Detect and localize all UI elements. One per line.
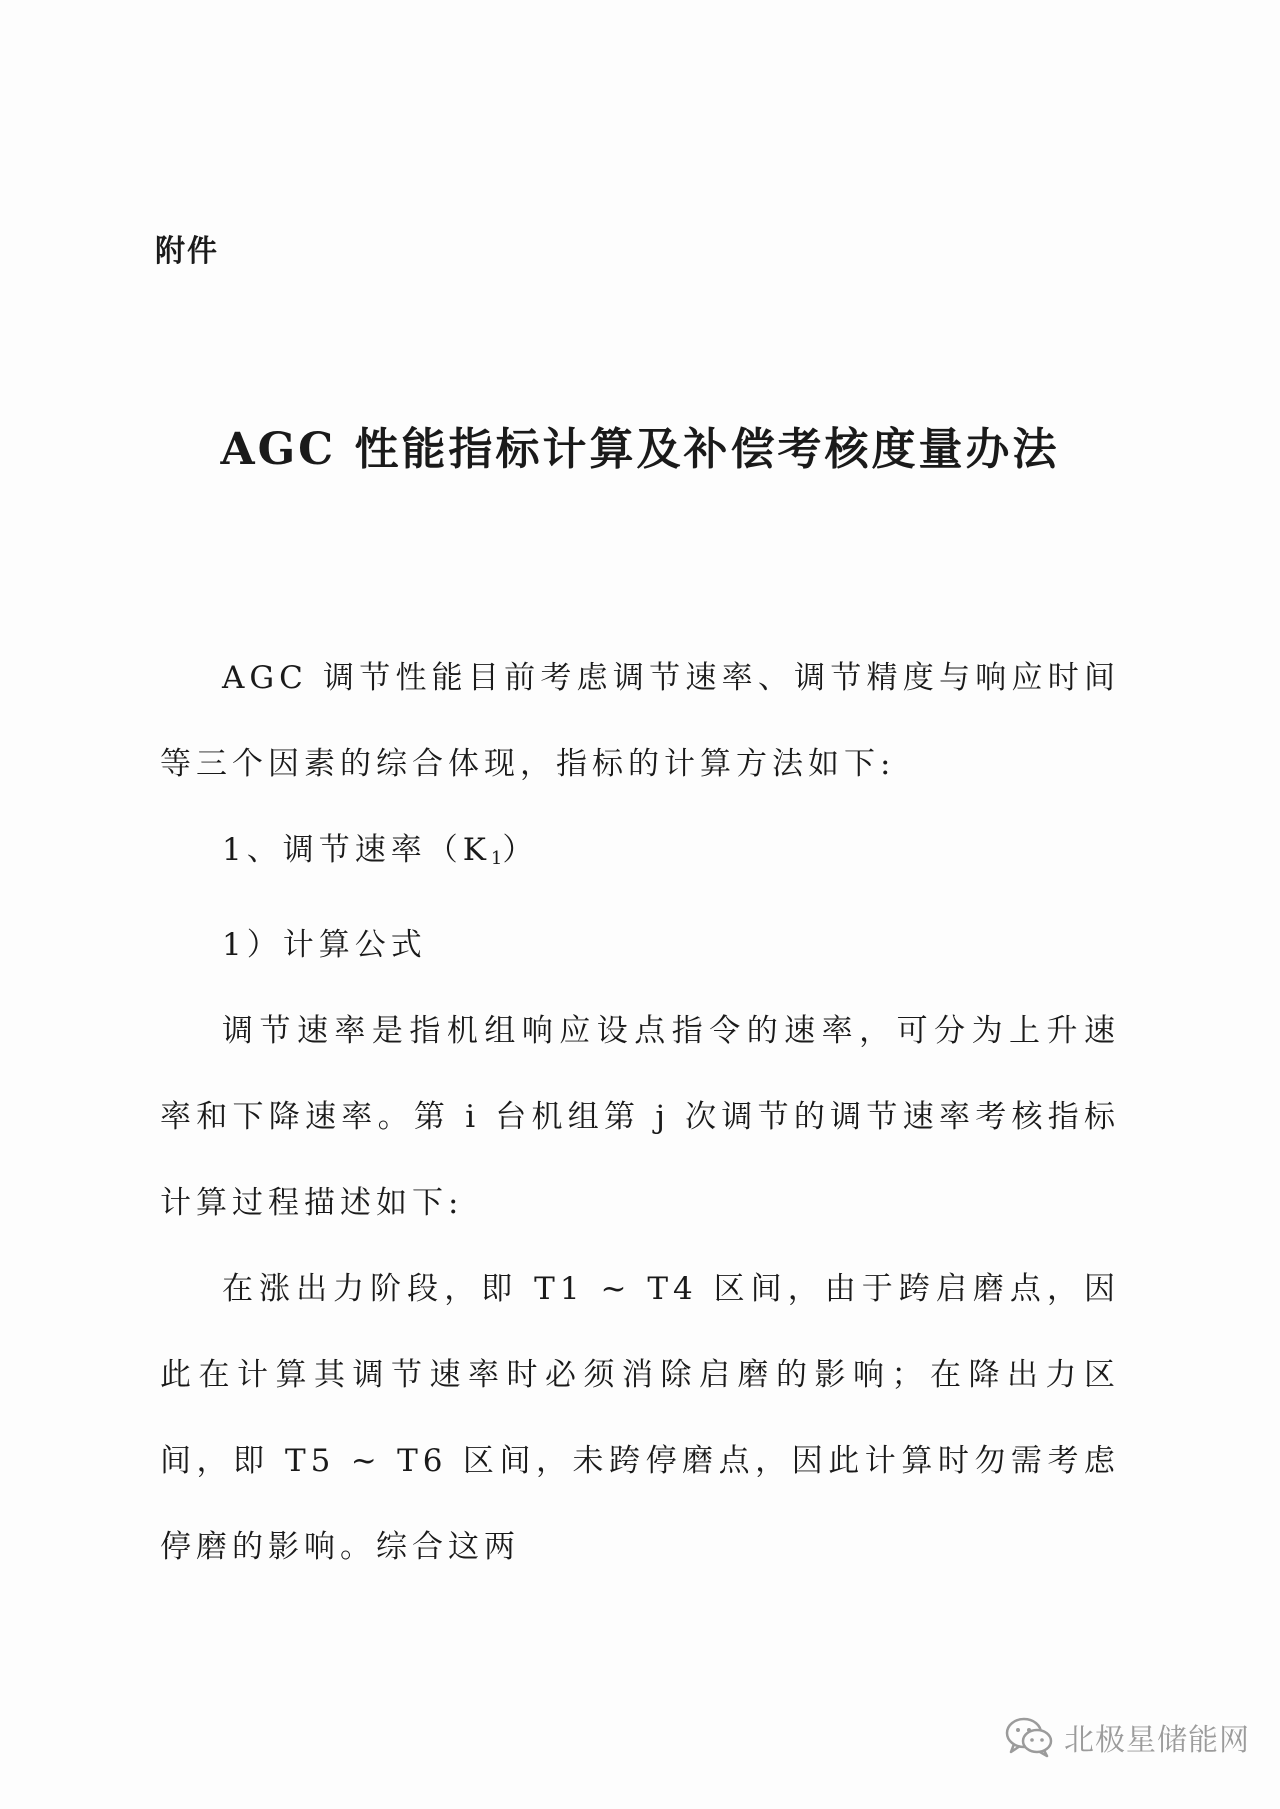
subsection-heading-formula: 1）计算公式 bbox=[222, 927, 427, 963]
section-heading-suffix: ） bbox=[502, 832, 539, 868]
watermark-text: 北极星储能网 bbox=[1064, 1723, 1250, 1758]
paragraph-description: 在涨出力阶段，即 T1 ~ T4 区间，由于跨启磨点，因此在计算其调节速率时必须消除启磨的影响；在降出力区间，即 T5 ~ T6 区间，未跨停磨点，因此计算时勿需考虑停磨的影响。综合这两 bbox=[160, 1271, 1120, 1565]
paragraph-intro: AGC 调节性能目前考虑调节速率、调节精度与响应时间等三个因素的综合体现，指标的计算方法如下: bbox=[160, 660, 1120, 782]
document-body bbox=[160, 635, 1120, 1590]
wechat-icon bbox=[1004, 1715, 1054, 1759]
attachment-label: 附件 bbox=[155, 234, 219, 269]
section-heading-rate bbox=[160, 807, 1120, 902]
watermark bbox=[1004, 1712, 1250, 1762]
k-subscript: 1 bbox=[490, 848, 503, 869]
section-heading-text: 1、调节速率（K bbox=[222, 832, 491, 868]
document-title: AGC 性能指标计算及补偿考核度量办法 bbox=[220, 424, 1060, 475]
paragraph-definition: 调节速率是指机组响应设点指令的速率，可分为上升速率和下降速率。第 i 台机组第 j 次调节的调节速率考核指标计算过程描述如下: bbox=[160, 1013, 1120, 1221]
